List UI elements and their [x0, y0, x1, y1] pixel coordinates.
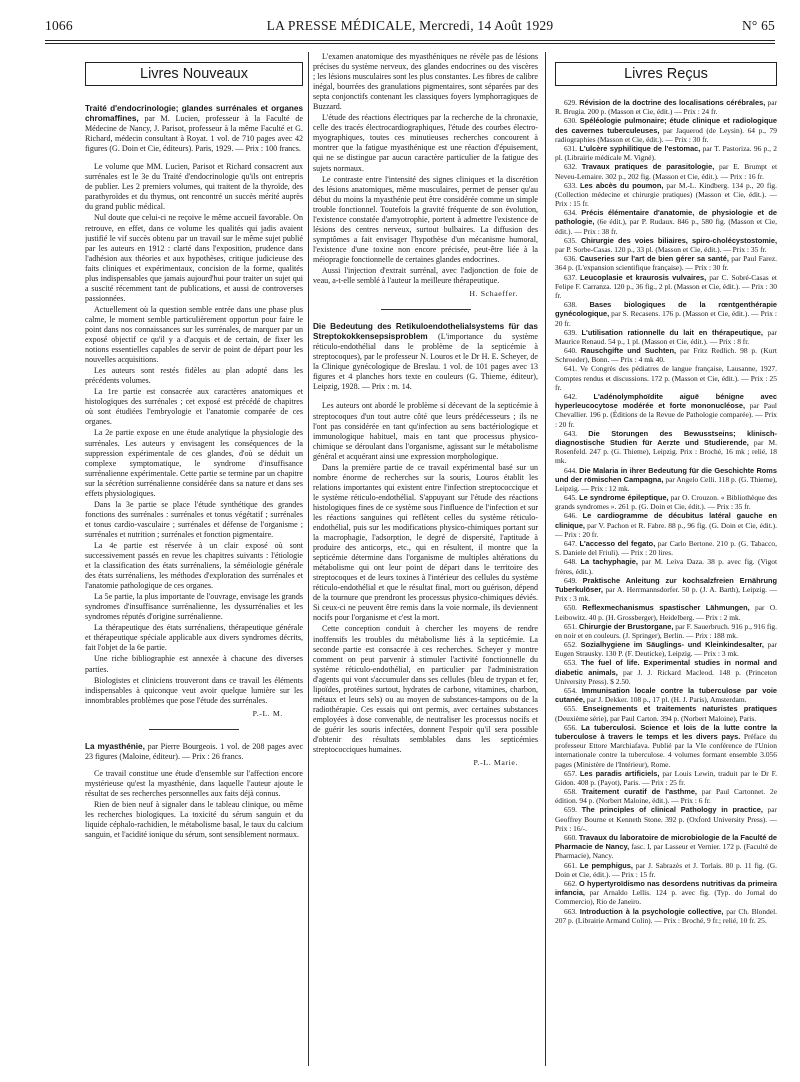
entry-details: par V. Pachon et R. Fabre. 88 p., 96 fig. (G. Doin et Cie, édit.). — Prix : 20 fr.	[555, 520, 777, 539]
review-paragraph: La thérapeutique des états surrénaliens, thérapeutique générale et thérapeutique spéciale applicable aux divers syndromes décrits, fait l'objet de la 6e partie.	[85, 623, 303, 653]
entry-number: 642.	[564, 392, 578, 401]
page-number: 1066	[45, 18, 73, 33]
entry-details: par Maurice Renaud. 54 p., 1 pl. (Masson et Cie, édit.). — Prix : 8 fr.	[555, 327, 777, 346]
column-left	[85, 52, 303, 1064]
entry-title: Die Storungen des Bewusstseins; klinisch-diagnostische Studien für Aerzte und Studierende,	[555, 428, 777, 447]
received-book-entry	[555, 466, 777, 494]
entry-number: 647.	[564, 539, 578, 548]
review-header	[313, 322, 538, 392]
entry-details: fasc. I, par Lasseur et Vernier. 172 p. (Faculté de Pharmacie), Nancy.	[555, 842, 777, 861]
entry-number: 630.	[564, 116, 578, 126]
entry-details: par F. Sauerbruch. 916 p., 916 fig. en noir et en couleurs. (J. Springer), Berlin. — Prix : 188 mk.	[555, 621, 777, 640]
column-divider-2	[545, 52, 546, 1066]
entry-title: Chirurgie der Brustorgane,	[578, 621, 674, 631]
received-book-entry	[555, 162, 777, 180]
book-title: Die Bedeutung des Retikuloendothelialsystems für das Streptokokkensepsisproblem	[313, 322, 538, 342]
entry-title: Sozialhygiene im Säuglings- und Kleinkindesalter,	[580, 640, 764, 650]
entry-number: 658.	[564, 787, 578, 797]
journal-title: LA PRESSE MÉDICALE, Mercredi, 14 Août 1929	[266, 18, 554, 33]
received-book-entry	[555, 787, 777, 805]
received-books-list	[555, 98, 777, 925]
review-paragraph: Rien de bien neuf à signaler dans le tableau clinique, ou même les recherches biologiques. La toxicité du sérum sanguin et du liquide céphalo-rachidien, le métabolisme basal, le taux du calcium sanguin, et l'acidité ionique du sérum, sont sensiblement normaux.	[85, 800, 303, 840]
entry-details: par A. Herrmannsdorfer. 50 p. (J. A. Barth), Leipzig. — Prix : 3 mk.	[555, 584, 777, 604]
received-book-entry	[555, 429, 777, 466]
entry-details: par J. Dekker. 108 p., 17 pl. (H. J. Paris), Amsterdam.	[586, 695, 747, 705]
page-header	[45, 18, 775, 40]
entry-number: 648.	[564, 557, 578, 567]
book-citation: par M. Lucien, professeur à la Faculté de Médecine de Nancy, J. Parisot, professeur à la même Faculté et G. Richard, médecin consultant à Royat. 1 vol. de 710 pages avec 42 figures (G. Doin et Cie, éditeurs). Paris, 1929. — Prix : 100 francs.	[85, 114, 303, 154]
entry-title: Reflexmechanismus spastischer Lähmungen,	[582, 603, 750, 613]
entry-details: par T. Pastoriza. 96 p., 2 pl. (Librairie médicale M. Vigné).	[555, 143, 777, 163]
received-book-entry	[555, 98, 777, 116]
entry-details: par Louis Lewin, traduit par le Dr F. Gidon. 408 p. (Payot), Paris. — Prix : 25 fr.	[555, 768, 777, 787]
entry-details: par M. Rosenfeld. 247 p. (G. Thieme), Leipzig. Prix : Broché, 16 mk ; relié, 18 mk.	[555, 437, 777, 466]
review-header	[85, 104, 303, 154]
entry-number: 644.	[564, 465, 578, 475]
entry-title: Spéléologie pulmonaire; étude clinique et radiologique des cavernes tuberculeuses,	[555, 116, 777, 135]
entry-title: Le cardiogramme de décubitus latéral gauche en clinique,	[555, 511, 777, 530]
entry-details: par J. J. Rickard Macleod. 148 p. (Princeton University Press). $ 2.50.	[555, 667, 777, 686]
received-book-entry	[555, 493, 777, 511]
review-paragraph: Dans la 3e partie se place l'étude synthétique des grandes fonctions des surrénales : surrénales et tonus végétatif ; surrénales et tonus cardio-vasculaire ; surrénales et défense de l'organisme ; surrénales et nutrition ; surrénales et fonction pigmentaire.	[85, 499, 303, 539]
received-book-entry	[555, 300, 777, 328]
entry-title: Causeries sur l'art de bien gérer sa santé,	[579, 254, 729, 264]
entry-details: par Ch. Blondel. 207 p. (Librairie Armand Colin). — Prix : Broché, 9 fr.; relié, 10 fr. 25.	[555, 906, 777, 925]
review-paragraph: L'examen anatomique des myasthéniques ne révèle pas de lésions précises du système nerveux, des glandes endocrines ou des viscères ; les lésions musculaires sont les plus constantes. Les fibres de calibre inégal, bourrées des granulations pigmentaires, sont séparées par des septa conjonctifs contenant les classiques foyers lymphorragiques de Buzzard.	[313, 52, 538, 112]
review-separator	[381, 309, 471, 310]
received-book-entry	[555, 273, 777, 301]
entry-number: 646.	[564, 511, 578, 521]
entry-number: 636.	[564, 254, 578, 264]
entry-details: par P. Sorbe-Casas. 120 p., 33 pl. (Masson et Cie, édit.). — Prix : 35 fr.	[555, 245, 767, 254]
review-paragraph: Actuellement où la question semble entrée dans une phase plus calme, le moment semble particulièrement opportun pour faire le point dans nos connaissances sur les surrénales, de marquer par un exposé objectif ce qu'il y a d'acquis et de certain, de fixer les notions essentielles capables de servir de point de départ pour les nouvelles acquisitions.	[85, 304, 303, 365]
entry-number: 650.	[564, 603, 578, 613]
review-paragraph: Les auteurs ont abordé le problème si décevant de la septicémie à streptocoques d'un tout autre côté que leurs prédécesseurs ; ils ne l'ont pas considérée en tant qu'infection au sens bactériologique et immunologique habituel, mais en tant que processus physico-chimique se déroulant dans l'organisme, agissant sur le métabolisme général et acquérant ainsi une expression morphologique.	[313, 401, 538, 461]
entry-number: 663.	[564, 906, 578, 916]
entry-title: Enseignements et traitements naturistes pratiques	[582, 704, 777, 714]
column-divider-1	[308, 52, 309, 1066]
entry-number: 651.	[564, 621, 578, 631]
entry-details: par O. Crouzon. « Bibliothèque des grands syndromes ». 261 p. (G. Doin et Cie, édit.). — Prix : 35 fr.	[555, 493, 777, 512]
received-book-entry	[555, 704, 777, 722]
entry-details: par Jaquerod (de Leysin). 64 p., 79 radiographies (Masson et Cie, édit.). — Prix : 30 fr.	[555, 125, 777, 144]
received-book-entry	[555, 640, 777, 658]
entry-title: Chirurgie des voies biliaires, spiro-cholécystostomie,	[580, 235, 777, 245]
entry-details: par Carlo Bertone. 210 p. (G. Tabacco, S. Daniele del Friuli). — Prix : 20 lires.	[555, 539, 777, 558]
review-paragraph: La 1re partie est consacrée aux caractères anatomiques et histologiques des surrénales ; cet exposé est précédé de chapitres où sont étudiées l'embryologie et l'anatomie comparée de ces organes.	[85, 387, 303, 427]
received-book-entry	[555, 576, 777, 604]
received-book-entry	[555, 181, 777, 209]
entry-title: Leucoplasie et kraurosis vulvaires,	[580, 272, 707, 282]
review-paragraph: La 5e partie, la plus importante de l'ouvrage, envisage les grands syndromes d'insuffisance surrénalienne, les dyssurrénalies et les syndromes réputés d'origine surrénalienne.	[85, 592, 303, 622]
issue-number: N° 65	[741, 18, 775, 33]
review-paragraph: Le volume que MM. Lucien, Parisot et Richard consacrent aux surrénales est le 3e du Traité d'endocrinologie qu'ils ont entrepris de publier. Les 2 premiers volumes, qui traitent de la thyroïde, des parathyroïdes et du thymus, ont rencontré un succès mérité auprès du grand public médical.	[85, 162, 303, 212]
entry-title: Les paradis artificiels,	[579, 768, 660, 778]
entry-title: Die Malaria in ihrer Bedeutung für die Geschichte Roms und der römischen Campagna,	[555, 465, 777, 484]
received-book-entry	[555, 861, 777, 879]
entry-title: La tachyphagie,	[580, 557, 638, 567]
entry-details: par Paul Chevallier. 196 p. (Éditions de la Revue de Pathologie comparée). — Prix : 20 fr.	[555, 401, 777, 429]
received-book-entry	[555, 236, 777, 254]
entry-details: par Arnaldo Lellis. 124 p. avec fig. (Typ. do Jornal do Commercio), Rio de Janeiro.	[555, 888, 777, 907]
entry-details: par Paul Cartonnet. 2e édition. 94 p. (Norbert Maloine, édit.). — Prix : 6 fr.	[555, 787, 777, 806]
received-book-entry	[555, 769, 777, 787]
received-book-entry	[555, 208, 777, 236]
entry-title: L'ulcère syphilitique de l'estomac,	[579, 143, 701, 153]
entry-details: par Angelo Celli. 118 p. (G. Thieme), Leipzig. — Prix : 12 mk.	[555, 474, 777, 493]
entry-title: Le syndrome épileptique,	[579, 493, 669, 503]
entry-title: Révision de la doctrine des localisations cérébrales,	[579, 98, 766, 107]
received-book-entry	[555, 805, 777, 833]
review-paragraph: Ce travail constitue une étude d'ensemble sur l'affection encore mystérieuse qu'est la myasthénie, dans laquelle l'auteur ajoute le résultat de ses recherches personnelles aux faits déjà connus.	[85, 768, 303, 798]
entry-details: par Geoffrey Bourne et Kenneth Stone. 392 p. (Oxford University Press). — Prix : 16/-.	[555, 805, 777, 833]
review-signature: P.-L. M.	[252, 708, 283, 718]
entry-number: 633.	[564, 180, 578, 190]
entry-title: Immunisation locale contre la tuberculose par voie cutanée,	[555, 686, 777, 705]
entry-details: par Eugen Strausky. 130 P. (F. Deuticke), Leipzig. — Prix : 3 mk.	[555, 640, 777, 659]
review-header	[85, 742, 303, 762]
entry-number: 640.	[564, 346, 578, 356]
entry-details: Ve Congrès des pédiatres de langue française, Lausanne, 1927. Comptes rendus et discussions. 172 p. (Masson et Cie, édit.). — Prix : 25 fr.	[555, 364, 777, 392]
entry-number: 629.	[564, 98, 578, 107]
entry-number: 662.	[564, 878, 578, 888]
entry-number: 632.	[564, 162, 578, 172]
header-rule-bottom	[45, 43, 775, 44]
entry-title: Bases biologiques de la rœntgenthérapie gynécologique,	[555, 300, 777, 319]
received-book-entry	[555, 557, 777, 575]
review-signature: P.-L. Marie.	[473, 758, 518, 768]
entry-details: par J. Sabrazès et J. Torlais. 80 p. 11 fig. (G. Doin et Cie, édit.). — Prix : 15 fr.	[555, 860, 777, 879]
received-book-entry	[555, 603, 777, 621]
review-paragraph: L'étude des réactions électriques par la recherche de la chronaxie, celle des tracés électrocardiographiques, l'étude des courbes électro-myographiques, toutes ces minutieuses recherches concourent à montrer que la fatigue myasthénique est une réaction d'épuisement, qui ne se distingue par aucun caractère particulier de la fatigue des sujets normaux.	[313, 113, 538, 173]
book-title: Traité d'endocrinologie; glandes surrénales et organes chromaffines,	[85, 104, 303, 124]
entry-number: 645.	[564, 493, 578, 503]
entry-title: Traitement curatif de l'asthme,	[581, 787, 697, 797]
entry-details: par Paul Farez. 364 p. (L'expansion scientifique française). — Prix : 30 fr.	[555, 254, 777, 273]
received-book-entry	[555, 392, 777, 429]
entry-details: par E. Brumpt et Neveu-Lemaire. 302 p., 202 fig. (Masson et Cie, édit.). — Prix : 16 fr.	[555, 162, 777, 181]
entry-details: par M. Leiva Daza. 38 p. avec fig. (Vigot frères, édit.).	[555, 557, 777, 576]
review-paragraph: Le contraste entre l'intensité des signes cliniques et la discrétion des lésions anatomiques, même musculaires, permet de penser qu'au début du moins la myasthénie peut être considérée comme un simple trouble fonctionnel. Toutefois la gravité fréquente de son évolution, l'existence constatée d'amyotrophie, portent à admettre l'existence de lésions des centres nerveux, surtout bulbaires. La diffusion des symptômes a fait envisager l'hypothèse d'un mécanisme humoral, l'existence d'une toxine non encore précisée, peut-être liée à la méiopragie fonctionnelle de certaines glandes endocrines.	[313, 174, 538, 264]
review-paragraph: Dans la première partie de ce travail expérimental basé sur un nombre énorme de recherches sur la souris, Louros établit les relations importantes qui existent entre l'infection streptococcique et le système réticulo-endothélial. S'appuyant sur l'étude des réactions histologiques fines de ce système sous l'influence de l'infection et sur les réactions sanguines qui reflètent celles du système réticulo-endothélial, puis sur les modifications physico-chimiques portant sur la macrophagie, l'adsorption, le degré de dispersité, l'aptitude à produire des anticorps, etc., qui en résultent, il montre que la septicémie détermine dans l'organisme de multiples altérations du métabolisme qui ont leur point de départ dans le territoire des streptocoques et de leurs toxines à l'intérieur des cellules du système réticulo-endothélial et que le résultat final, mort ou guérison, dépend de la tournure que prendront les processus physico-chimiques déviés. Si ceux-ci ne peuvent être remis dans la voie normale, ils deviennent nocifs pour l'organisme et c'est la mort.	[313, 462, 538, 623]
review-paragraph: Les auteurs sont restés fidèles au plan adopté dans les précédents volumes.	[85, 366, 303, 386]
entry-title: The principles of clinical Pathology in practice,	[581, 805, 763, 815]
review-separator	[149, 729, 239, 730]
book-title: La myasthénie,	[85, 741, 145, 751]
received-book-entry	[555, 539, 777, 557]
received-book-entry	[555, 144, 777, 162]
book-citation: (L'importance du système réticulo-endothélial dans le problème de la septicémie à streptocoques), par le professeur N. Louros et le Dr H. E. Scheyer, de la Clinique gynécologique de Breslau. 1 vol. de 101 pages avec 13 figures et 4 planches hors texte en couleurs (G. Thieme, éditeur), Leipzig, 1928. — Prix : m. 14.	[313, 332, 538, 392]
received-book-entry	[555, 254, 777, 272]
entry-number: 638.	[564, 300, 578, 310]
review-signature: H. Schaeffer.	[469, 289, 518, 299]
entry-number: 641.	[564, 364, 578, 374]
received-book-entry	[555, 511, 777, 539]
entry-number: 649.	[564, 575, 578, 585]
entry-number: 657.	[564, 768, 578, 778]
entry-number: 655.	[564, 704, 578, 714]
entry-number: 652.	[564, 640, 578, 650]
entry-number: 661.	[564, 860, 578, 870]
review-paragraph: Cette conception conduit à chercher les moyens de rendre inoffensifs les troubles du métabolisme liés à la septicémie. La seconde partie est consacrée à ces recherches. Scheyer y montre comment on peut parvenir à stimuler l'activité fonctionnelle du système réticulo-endothélial, en particulier par l'administration d'agents qui vont s'accumuler dans ses cellules (bleu de trypan et fer, lipoïdes, protéines surtout, hydrates de carbone, vitamines, charbon, métaux et leurs sels) ou au moyen de substances-tampons ou de la radiothérapie. Ces essais qui ont permis, avec certaines substances employées à dose convenable, de neutraliser les processus nocifs et de guérir les souris infectées, donnent l'espoir qu'il sera possible d'obtenir des résultats semblables dans les septicémies streptococciques humaines.	[313, 624, 538, 755]
received-book-entry	[555, 346, 777, 364]
entry-title: Travaux pratiques de parasitologie,	[581, 162, 715, 172]
entry-details: (6e édit.), par P. Rudaux. 846 p., 580 fig. (Masson et Cie, édit.). — Prix : 38 fr.	[555, 217, 777, 236]
entry-details: par R. Brugia. 200 p. (Masson et Cie, édit.) — Prix : 24 fr.	[555, 98, 777, 117]
entry-title: Rauschgifte und Suchten,	[580, 346, 677, 356]
entry-title: La tuberculosi. Science et lois de la lutte contre la tuberculose à travers le temps et les divers pays.	[555, 722, 777, 741]
review-paragraph: Biologistes et cliniciens trouveront dans ce travail les éléments indispensables à quiconque veut avoir quelque lumière sur les innombrables problèmes que pose l'étude des surrénales.	[85, 675, 303, 705]
entry-details: par S. Recasens. 176 p. (Masson et Cie, édit.). — Prix : 20 fr.	[555, 309, 777, 328]
review-paragraph: Aussi l'injection d'extrait surrénal, avec l'adjonction de foie de veau, a-t-elle semblé à l'auteur la meilleure thérapeutique.	[313, 265, 538, 286]
entry-title: O hypertyroïdismo nas desordens nutritivas da primeira infancia,	[555, 878, 777, 898]
entry-number: 660.	[564, 833, 578, 842]
entry-details: par M.-L. Kindberg. 134 p., 20 fig. (Collection médecine et chirurgie pratiques) (Masson et Cie, édit.). — Prix : 15 fr.	[555, 180, 777, 209]
section-title-livres-nouveaux: Livres Nouveaux	[85, 62, 303, 86]
entry-title: Introduction à la psychologie collective,	[579, 906, 724, 916]
entry-number: 637.	[564, 272, 578, 282]
received-book-entry	[555, 658, 777, 686]
entry-number: 643.	[564, 428, 578, 438]
book-citation: par Pierre Bourgeois. 1 vol. de 208 pages avec 23 figures (Maloine, éditeur). — Prix : 26 francs.	[85, 741, 303, 761]
header-rule-top	[45, 40, 775, 41]
received-book-entry	[555, 622, 777, 640]
entry-number: 635.	[564, 235, 578, 245]
entry-title: The fuel of life. Experimental studies in normal and diabetic animals,	[555, 658, 777, 677]
entry-details: (Deuxième série), par Paul Carton. 394 p. (Norbert Maloine), Paris.	[555, 713, 757, 723]
column-right	[555, 52, 777, 1064]
received-book-entry	[555, 328, 777, 346]
received-book-entry	[555, 879, 777, 907]
received-book-entry	[555, 907, 777, 925]
received-book-entry	[555, 116, 777, 144]
entry-details: par C. Sobré-Casas et Felipe F. Carranza. 120 p., 36 fig., 2 pl. (Masson et Cie, édit.). — Prix : 30 fr.	[555, 272, 777, 300]
entry-details: Préface du professeur Ettore Marchiafava. Publié par la VIe conférence de l'Union internationale contre la tuberculose. 4 volumes formant ensemble 3.056 pages (Ministère de l'Intérieur), Rome.	[555, 731, 777, 769]
entry-number: 656.	[564, 722, 578, 732]
entry-title: L'utilisation rationnelle du lait en thérapeutique,	[581, 327, 763, 337]
review-paragraph: Nul doute que celui-ci ne reçoive le même accueil favorable. On retrouve, en effet, dans ce volume les qualités qui jadis avaient justifié le vif succès obtenu par un travail sur le même sujet publié par les auteurs en 1912 : clarté dans l'exposition, prudence dans l'adhésion aux théories et aux hypothèses, critique judicieuse des faits cliniques et expérimentaux, concision de la forme, qualités plus indispensables que jamais aujourd'hui pour traiter un sujet qui a suscité récemment tant de publications, et aussi de controverses passionnées.	[85, 213, 303, 303]
received-book-entry	[555, 723, 777, 769]
review-paragraph: La 4e partie est réservée à un clair exposé où sont successivement passés en revue les chapitres suivants : l'étiologie et la classification des états surrénaliens, la séméiologie générale des états surrénaliens, les méthodes d'exploration des surrénales et l'anatomie pathologique de ces organes.	[85, 540, 303, 591]
entry-title: Le pemphigus,	[579, 860, 633, 870]
entry-number: 654.	[564, 686, 578, 695]
entry-number: 659.	[564, 805, 578, 815]
entry-title: Les abcès du poumon,	[579, 180, 664, 190]
entry-number: 639.	[564, 327, 578, 337]
entry-number: 634.	[564, 208, 578, 218]
entry-title: L'adénolymphoïdite aiguë bénigne avec hyperleucocytose modérée et forte mononucléose,	[555, 392, 777, 411]
entry-number: 653.	[564, 658, 578, 668]
review-paragraph: Une riche bibliographie est annexée à chacune des diverses parties.	[85, 654, 303, 674]
section-title-livres-recus: Livres Reçus	[555, 62, 777, 86]
entry-details: par Fritz Redlich. 98 p. (Kurt Schroeder), Bonn. — Prix : 4 mk 40.	[555, 346, 777, 365]
review-paragraph: La 2e partie expose en une étude analytique la physiologie des surrénales. Les auteurs y envisagent les conséquences de la suppression expérimentale de ces glandes, d'où se déduit un complexe symptomatique, le syndrome d'insuffisance surrénalienne expérimentale. Cette partie se termine par un chapitre sur la sécrétion surrénalienne considérée dans sa nature et dans ses effets physiologiques.	[85, 428, 303, 498]
received-book-entry	[555, 686, 777, 704]
entry-title: L'accesso del fegato,	[579, 539, 656, 548]
received-book-entry	[555, 364, 777, 392]
entry-details: par O. Leibowitz. 40 p. (H. Grossberger), Heidelberg. — Prix : 2 mk.	[555, 603, 777, 622]
received-book-entry	[555, 833, 777, 861]
entry-number: 631.	[564, 143, 578, 153]
entry-title: Praktische Anleitung zur kochsalzfreien Ernährung Tuberkulöser,	[555, 575, 777, 594]
column-middle	[313, 52, 538, 1064]
entry-title: Travaux du laboratoire de microbiologie de la Faculté de Pharmacie de Nancy,	[555, 833, 777, 852]
entry-title: Précis élémentaire d'anatomie, de physiologie et de pathologie,	[555, 208, 777, 227]
